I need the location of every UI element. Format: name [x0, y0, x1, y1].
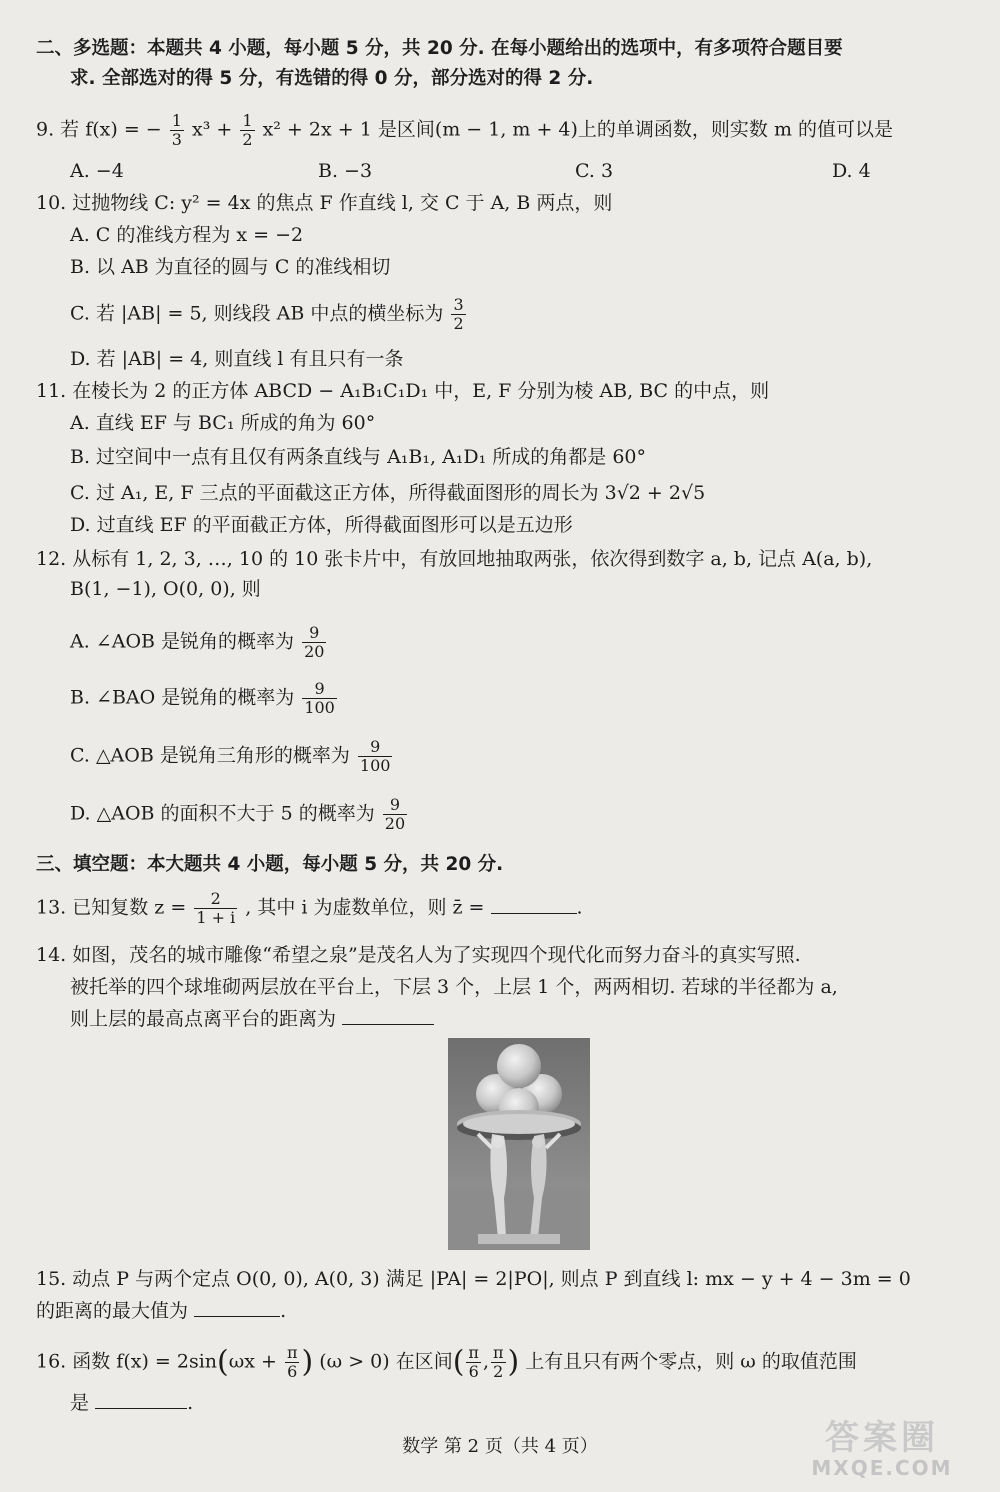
- question-11-stem: 11. 在棱长为 2 的正方体 ABCD − A₁B₁C₁D₁ 中，E, F 分别为棱 AB, BC 的中点，则: [36, 380, 770, 402]
- question-10-option-b: B. 以 AB 为直径的圆与 C 的准线相切: [70, 256, 391, 278]
- question-9-option-c: C. 3: [575, 160, 614, 182]
- fraction: $\frac{9}{20}$: [384, 795, 406, 833]
- question-12-stem-1: 12. 从标有 1, 2, 3, …, 10 的 10 张卡片中，有放回地抽取两张，依次得到数字 a, b, 记点 A(a, b),: [36, 548, 873, 570]
- question-10-stem: 10. 过抛物线 C: y² = 4x 的焦点 F 作直线 l, 交 C 于 A, B 两点，则: [36, 192, 613, 214]
- fraction: $\frac{9}{100}$: [304, 679, 335, 717]
- question-15-line1: 15. 动点 P 与两个定点 O(0, 0), A(0, 3) 满足 |PA| = 2|PO|, 则点 P 到直线 l: mx − y + 4 − 3m = 0: [36, 1268, 911, 1290]
- question-13: 13. 已知复数 z = $\frac{2}{1 + i}$ , 其中 i 为虚数单位，则 z̄ = .: [36, 889, 583, 927]
- answer-blank: [95, 1390, 187, 1409]
- sculpture-photo: [448, 1038, 590, 1250]
- question-10-option-d: D. 若 |AB| = 4, 则直线 l 有且只有一条: [70, 348, 404, 370]
- section2-line1: 二、多选题：本题共 4 小题，每小题 5 分，共 20 分. 在每小题给出的选项中，有多项符合题目要: [36, 38, 843, 59]
- fraction: $\frac{\pi}{6}$: [286, 1343, 298, 1381]
- section2-line2: 求. 全部选对的得 5 分，有选错的得 0 分，部分选对的得 2 分.: [70, 68, 594, 89]
- page-footer: 数学 第 2 页（共 4 页）: [402, 1436, 598, 1457]
- question-9-option-a: A. −4: [70, 160, 124, 182]
- question-11-option-c: C. 过 A₁, E, F 三点的平面截这正方体，所得截面图形的周长为 3√2 + 2√5: [70, 482, 706, 504]
- question-12-option-d: D. △AOB 的面积不大于 5 的概率为 $\frac{9}{20}$: [70, 795, 406, 833]
- question-15-line2: 的距离的最大值为 .: [36, 1300, 287, 1322]
- question-9-option-b: B. −3: [318, 160, 373, 182]
- question-9-stem: 9. 若 f(x) = − $\frac{1}{3}$ x³ + $\frac{1}{2}$ x² + 2x + 1 是区间(m − 1, m + 4)上的单调函数，则实数 m 的值可以是: [36, 111, 894, 149]
- question-14-line3: 则上层的最高点离平台的距离为: [70, 1006, 434, 1032]
- question-11-option-b: B. 过空间中一点有且仅有两条直线与 A₁B₁, A₁D₁ 所成的角都是 60°: [70, 446, 647, 468]
- question-16-line2: 是 .: [70, 1392, 194, 1414]
- fraction: $\frac{2}{1 + i}$: [196, 889, 236, 927]
- section3-title: 三、填空题：本大题共 4 小题，每小题 5 分，共 20 分.: [36, 854, 504, 875]
- fraction: $\frac{9}{20}$: [304, 623, 325, 661]
- fraction: $\frac{9}{100}$: [359, 737, 391, 775]
- question-12-option-c: C. △AOB 是锐角三角形的概率为 $\frac{9}{100}$: [70, 737, 391, 775]
- question-10-option-c: C. 若 |AB| = 5, 则线段 AB 中点的横坐标为 $\frac{3}{2}$: [70, 295, 464, 333]
- fraction: $\frac{\pi}{2}$: [492, 1343, 504, 1381]
- fraction: $\frac{3}{2}$: [453, 295, 464, 333]
- watermark-logo: 答案圈 MXQE.COM: [811, 1418, 953, 1480]
- question-9-option-d: D. 4: [832, 160, 871, 182]
- fraction: $\frac{1}{2}$: [242, 111, 253, 149]
- question-11-option-d: D. 过直线 EF 的平面截正方体，所得截面图形可以是五边形: [70, 514, 573, 536]
- question-12-option-b: B. ∠BAO 是锐角的概率为 $\frac{9}{100}$: [70, 679, 335, 717]
- question-16-line1: 16. 函数 f(x) = 2sin(ωx + $\frac{\pi}{6}$ ) (ω > 0) 在区间( $\frac{\pi}{6}$ , $\frac{\pi}{2}$ ) 上有且只有两个零点，则 ω 的取值范围: [36, 1343, 857, 1381]
- question-12-stem-2: B(1, −1), O(0, 0), 则: [70, 578, 261, 600]
- question-10-option-a: A. C 的准线方程为 x = −2: [70, 224, 304, 246]
- fraction: $\frac{\pi}{6}$: [468, 1343, 479, 1381]
- answer-blank: [194, 1298, 280, 1317]
- answer-blank: [342, 1006, 434, 1025]
- fraction: $\frac{1}{3}$: [171, 111, 182, 149]
- question-14-line2: 被托举的四个球堆砌两层放在平台上，下层 3 个，上层 1 个，两两相切. 若球的半径都为 a,: [70, 976, 838, 998]
- question-14-line1: 14. 如图，茂名的城市雕像“希望之泉”是茂名人为了实现四个现代化而努力奋斗的真实写照.: [36, 944, 801, 966]
- question-11-option-a: A. 直线 EF 与 BC₁ 所成的角为 60°: [70, 412, 376, 434]
- question-12-option-a: A. ∠AOB 是锐角的概率为 $\frac{9}{20}$: [70, 623, 325, 661]
- answer-blank: [491, 895, 577, 914]
